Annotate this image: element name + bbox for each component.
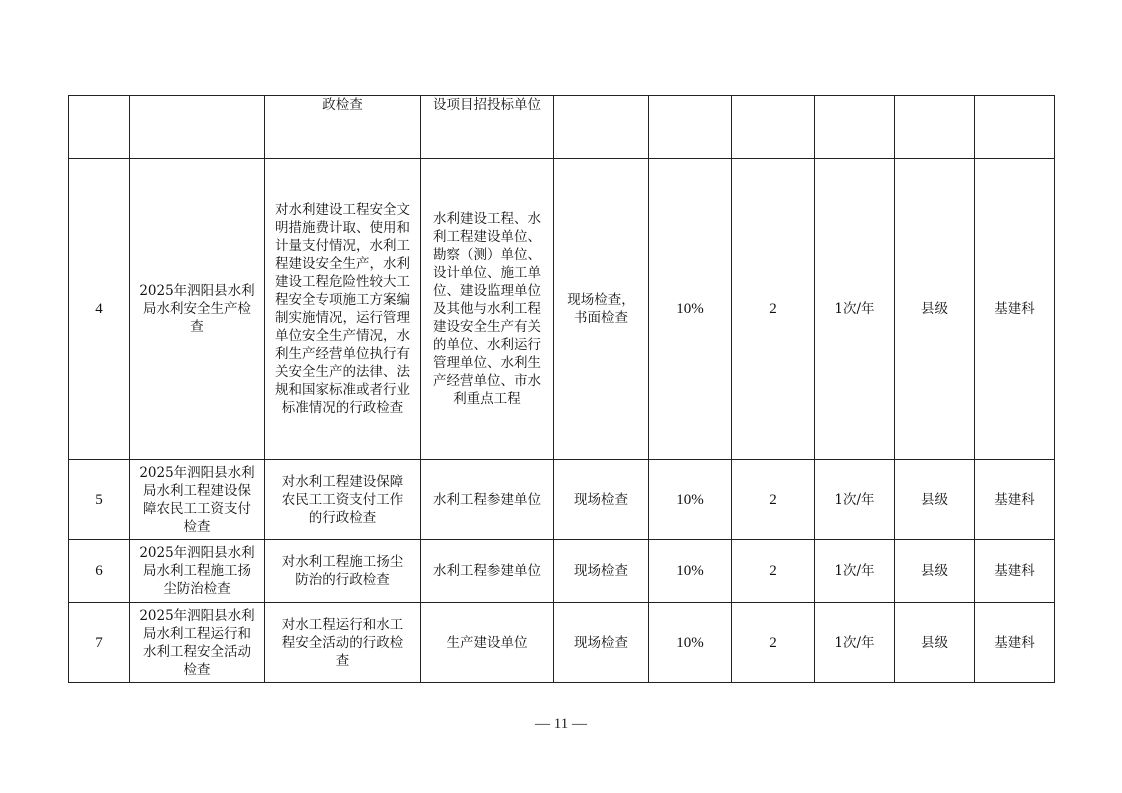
- task-name-cell: 2025年泗阳县水利局水利工程施工扬尘防治检查: [130, 540, 265, 603]
- sampling-ratio-cell: 10%: [649, 603, 732, 683]
- task-name-cell: [130, 96, 265, 159]
- page-number: — 11 —: [535, 716, 587, 732]
- inspection-method-cell: [554, 96, 649, 159]
- department-cell: [975, 96, 1055, 159]
- frequency-cell: 1次/年: [815, 540, 895, 603]
- inspection-content-cell: 政检查: [265, 96, 421, 159]
- inspection-target-cell: 水利建设工程、水利工程建设单位、勘察（测）单位、设计单位、施工单位、建设监理单位及其他与水利工程建设安全生产有关的单位、水利运行管理单位、水利生产经营单位、市水利重点工程: [421, 159, 554, 460]
- level-cell: 县级: [895, 159, 975, 460]
- row-index-cell: 4: [69, 159, 130, 460]
- inspection-content-cell: 对水利建设工程安全文明措施费计取、使用和计量支付情况，水利工程建设安全生产，水利建设工程危险性较大工程安全专项施工方案编制实施情况，运行管理单位安全生产情况，水利生产经营单位执行有关安全生产的法律、法规和国家标准或者行业标准情况的行政检查: [265, 159, 421, 460]
- row-index-cell: 5: [69, 460, 130, 540]
- sample-count-cell: 2: [732, 460, 815, 540]
- department-cell: 基建科: [975, 603, 1055, 683]
- task-name-cell: 2025年泗阳县水利局水利安全生产检查: [130, 159, 265, 460]
- sample-count-cell: [732, 96, 815, 159]
- table-row: [69, 603, 1055, 683]
- inspection-content-cell: 对水工程运行和水工程安全活动的行政检查: [265, 603, 421, 683]
- task-name-cell: 2025年泗阳县水利局水利工程建设保障农民工工资支付检查: [130, 460, 265, 540]
- frequency-cell: 1次/年: [815, 603, 895, 683]
- sample-count-cell: 2: [732, 159, 815, 460]
- sampling-ratio-cell: 10%: [649, 540, 732, 603]
- level-cell: 县级: [895, 603, 975, 683]
- frequency-cell: 1次/年: [815, 460, 895, 540]
- level-cell: 县级: [895, 460, 975, 540]
- inspection-target-cell: 水利工程参建单位: [421, 540, 554, 603]
- inspection-method-cell: 现场检查: [554, 540, 649, 603]
- row-index-cell: 7: [69, 603, 130, 683]
- sampling-ratio-cell: [649, 96, 732, 159]
- row-index-cell: 6: [69, 540, 130, 603]
- inspection-content-cell: 对水利工程施工扬尘防治的行政检查: [265, 540, 421, 603]
- level-cell: 县级: [895, 540, 975, 603]
- sampling-ratio-cell: 10%: [649, 460, 732, 540]
- inspection-plan-table: [68, 95, 1055, 683]
- inspection-method-cell: 现场检查: [554, 460, 649, 540]
- sample-count-cell: 2: [732, 603, 815, 683]
- inspection-method-cell: 现场检查: [554, 603, 649, 683]
- department-cell: 基建科: [975, 540, 1055, 603]
- sampling-ratio-cell: 10%: [649, 159, 732, 460]
- frequency-cell: 1次/年: [815, 159, 895, 460]
- inspection-target-cell: 水利工程参建单位: [421, 460, 554, 540]
- level-cell: [895, 96, 975, 159]
- row-index-cell: [69, 96, 130, 159]
- inspection-content-cell: 对水利工程建设保障农民工工资支付工作的行政检查: [265, 460, 421, 540]
- table-row: [69, 159, 1055, 460]
- table-row: [69, 540, 1055, 603]
- table-row: [69, 460, 1055, 540]
- inspection-method-cell: 现场检查，书面检查: [554, 159, 649, 460]
- frequency-cell: [815, 96, 895, 159]
- inspection-target-cell: 设项目招投标单位: [421, 96, 554, 159]
- inspection-target-cell: 生产建设单位: [421, 603, 554, 683]
- department-cell: 基建科: [975, 159, 1055, 460]
- table-row: [69, 96, 1055, 159]
- department-cell: 基建科: [975, 460, 1055, 540]
- task-name-cell: 2025年泗阳县水利局水利工程运行和水利工程安全活动检查: [130, 603, 265, 683]
- sample-count-cell: 2: [732, 540, 815, 603]
